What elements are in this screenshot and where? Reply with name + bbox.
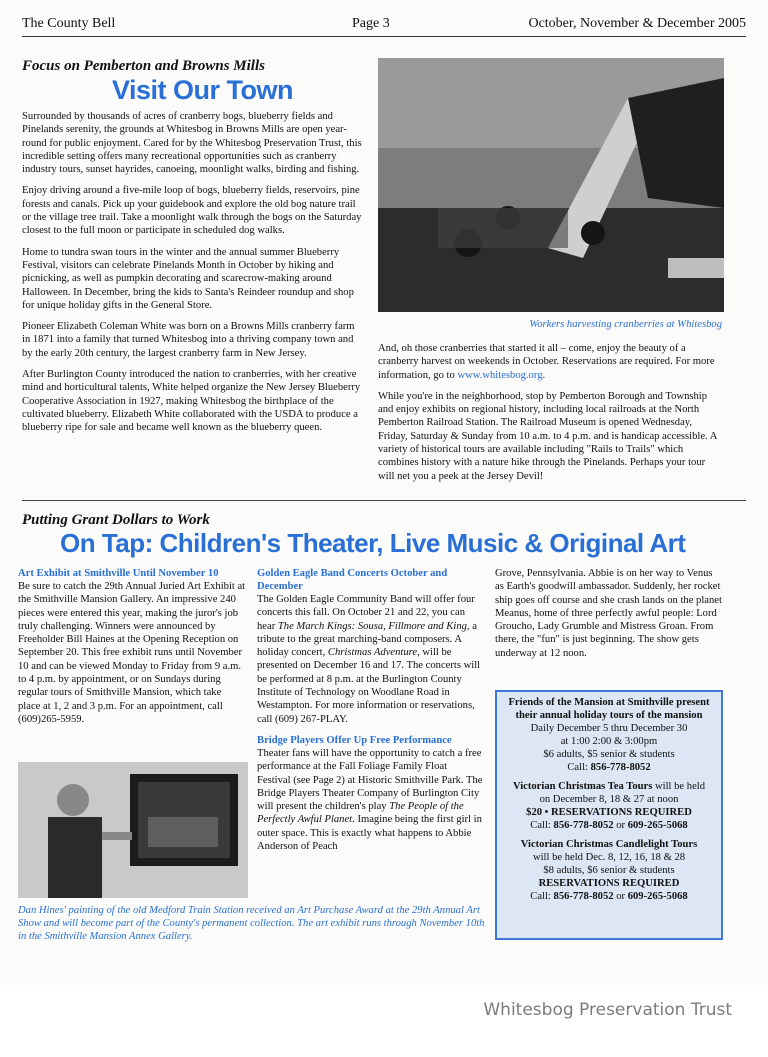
candlelight-tours-prices: $8 adults, $6 senior & students: [543, 865, 675, 876]
section-divider: [22, 500, 746, 501]
page-number: Page 3: [352, 16, 390, 31]
article1-right-paragraph: And, oh those cranberries that started it all – come, enjoy the beauty of a cranberry harvest on weekends in October. Reservations are required. For more information, go to www.whitesbog.org.: [378, 343, 715, 381]
story-continuation-column: [495, 567, 723, 668]
article2-title: On Tap: Children's Theater, Live Music & Original Art: [60, 528, 686, 558]
article1-paragraph: After Burlington County introduced the nation to cranberries, with her creative mind and horticultural talents, White helped organize the New Jersey Blueberry Cooperative Association in 1927, making Whitesbog the birthplace of the cultivated blueberry. Elizabeth White collaborated with the USDA to produce a blueberry ripe for sale and became well known as the blueberry queen.: [22, 369, 361, 434]
mansion-tours-prices: $6 adults, $5 senior & students: [543, 749, 675, 760]
mansion-tours-call: Call: 856-778-8052: [567, 762, 651, 773]
art-exhibit-text: Be sure to catch the 29th Annual Juried Art Exhibit at the Smithville Mansion Gallery. An impressive 240 pieces were entered this year, making the juror's job truly challenging. Winners were announced by Freeholder Bill Haines at the Opening Reception on September 20. This free exhibit runs until November 10 and can be viewed Monday to Friday from 9 a.m. to 4 p.m. by appointment, or on Sundays during regular tours of Smithville Mansion, which take place at 1, 2 and 3 p.m. For an appointment, call (609)265-5959.: [18, 581, 246, 725]
article1-paragraph: Home to tundra swan tours in the winter and the annual summer Blueberry Festival, visitors can celebrate Pinelands Month in October by hiking and picnicking, as well as pumpkin decorating and scarecrow-making around Halloween. In December, bring the kids to Santa's Reindeer roundup and shop for unique holiday gifts in the General Store.: [22, 246, 354, 311]
harvest-scene-illustration: [378, 58, 724, 312]
article1-kicker: Focus on Pemberton and Browns Mills: [22, 58, 265, 74]
art-exhibit-column: [18, 567, 246, 734]
bridge-players-text: Theater fans will have the opportunity to catch a free performance at the Fall Foliage Family Float Festival (see Page 2) at Historic Smithville Park. The Bridge Players Theater Company of Burlington City will present the children's play The People of the Perfectly Awful Planet. Imagine being the first girl in outer space. This is exactly what happens to Abbie Anderson of Peach: [257, 747, 483, 853]
painting-photo-caption: Dan Hines' painting of the old Medford Train Station received an Art Purchase Award at the 29th Annual Art Show and will become part of the County's permanent collection. The art exhibit runs through November 10th in the Smithville Mansion Annex Gallery.: [18, 905, 485, 942]
tea-tours-dates: on December 8, 18 & 27 at noon: [539, 794, 679, 805]
source-credit: Whitesbog Preservation Trust: [483, 1000, 732, 1020]
tea-tours-call: Call: 856-778-8052 or 609-265-5068: [530, 820, 688, 831]
candlelight-tours-title: Victorian Christmas Candlelight Tours: [520, 839, 698, 850]
tea-tours-price: $20 • RESERVATIONS REQUIRED: [526, 807, 692, 818]
harvest-photo-caption: Workers harvesting cranberries at Whitesbog: [529, 319, 722, 330]
story-continuation-text: Grove, Pennsylvania. Abbie is on her way to Venus as Earth's goodwill ambassador. Suddenly, her rocket ship goes off course and she crash lands on the planet Meanus, home of three perfectly awful people: Lord Groucho, Lady Grumble and Mistress Groan. From there, the "fun" is just beginning. The show gets underway at 12 noon.: [495, 568, 722, 659]
mansion-tours-times: at 1:00 2:00 & 3:00pm: [560, 736, 658, 747]
article1-paragraph: Surrounded by thousands of acres of cranberry bogs, blueberry fields and Pinelands serenity, the grounds at Whitesbog in Browns Mills are open year-round for public enjoyment. Cared for by the Whitesbog Preservation Trust, this incredible setting offers many recreational opportunities such as cranberry industry tours, sunset hayrides, canoeing, moonlight walks, birding and fishing.: [22, 111, 362, 176]
article1-paragraph: Pioneer Elizabeth Coleman White was born on a Browns Mills cranberry farm in 1871 into a family that turned Whitesbog into a thriving company town and by the early 20th century, the largest cranberry farm in New Jersey.: [22, 321, 355, 359]
mansion-tours-title: Friends of the Mansion at Smithville present their annual holiday tours of the mansion: [508, 697, 710, 721]
candlelight-tours-call: Call: 856-778-8052 or 609-265-5068: [530, 891, 688, 902]
man-with-painting-illustration: [18, 762, 248, 898]
cranberry-harvest-photo: [378, 58, 724, 312]
article1-paragraph: Enjoy driving around a five-mile loop of bogs, blueberry fields, reservoirs, pine forests and canals. Pick up your guidebook and explore the old bog nature trail or the village tree trail. Take a moonlight walk through the bogs on the Saturday closest to the full moon or participate in scheduled dog walks.: [22, 185, 362, 237]
article1-left-column: [22, 110, 362, 443]
candlelight-tours-reservations: RESERVATIONS REQUIRED: [538, 878, 680, 889]
page-header: [22, 14, 746, 37]
article2-kicker: Putting Grant Dollars to Work: [22, 512, 210, 528]
tea-tours-line: Victorian Christmas Tea Tours will be held: [512, 781, 706, 792]
painting-award-photo: [18, 762, 248, 898]
article1-right-paragraph: While you're in the neighborhood, stop by Pemberton Borough and Township and enjoy exhibits on regional history, including local railroads at the North Pemberton Railroad Station. The Railroad Museum is opened Wednesday, Friday, Saturday & Sunday from 10 a.m. to 4 p.m. and is handicap accessible. A variety of historical tours are available including "Rails to Trails" which combines history with a nature hike through the Pinelands. Perhaps your tour will net you a peek at the Jersey Devil!: [378, 390, 717, 482]
mansion-tours-dates: Daily December 5 thru December 30: [530, 723, 688, 734]
issue-date: October, November & December 2005: [528, 16, 746, 31]
publication-name: The County Bell: [22, 16, 116, 31]
article1-right-column: [378, 342, 724, 491]
candlelight-tours-dates: will be held Dec. 8, 12, 16, 18 & 28: [532, 852, 686, 863]
holiday-tours-infobox: [495, 690, 723, 940]
concerts-column: [257, 567, 483, 861]
band-concerts-heading: Golden Eagle Band Concerts October and December: [257, 568, 448, 592]
art-exhibit-heading: Art Exhibit at Smithville Until November 10: [18, 568, 219, 579]
band-concerts-text: The Golden Eagle Community Band will offer four concerts this fall. On October 21 and 22, you can hear The March Kings: Sousa, Fillmore and King, a tribute to the great marching-band composers. A holiday concert, Christmas Adventure, will be presented on December 16 and 17. The concerts will be performed at 8 p.m. at the Burlington County Institute of Technology on Woodlane Road in Westampton. For more information or reservations, call (609) 267-PLAY.: [257, 594, 481, 725]
article1-title: Visit Our Town: [112, 75, 294, 105]
bridge-players-heading: Bridge Players Offer Up Free Performance: [257, 734, 452, 746]
whitesbog-website-link[interactable]: www.whitesbog.org: [457, 369, 543, 381]
